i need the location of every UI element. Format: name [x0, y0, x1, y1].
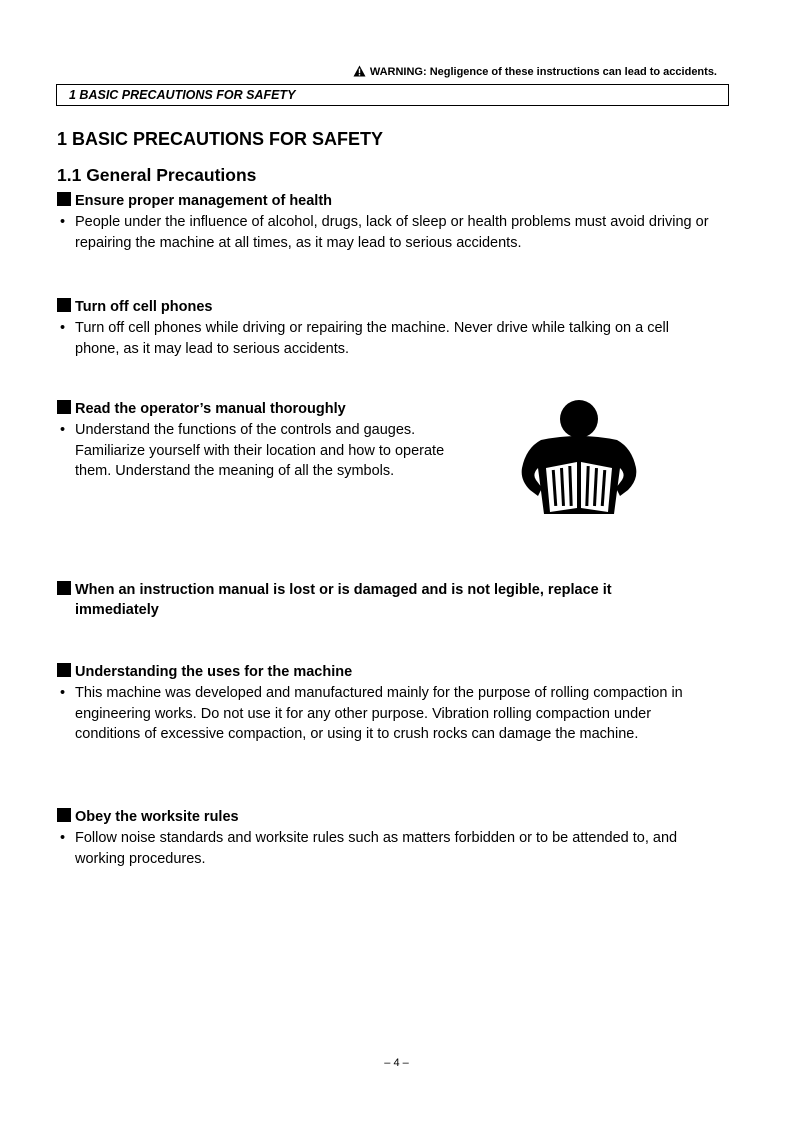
square-bullet-icon [57, 663, 71, 677]
section-heading-text: Understanding the uses for the machine [75, 664, 353, 680]
bullet-item-operators-manual [57, 420, 462, 482]
square-bullet-icon [57, 192, 71, 206]
section-heading-text: Read the operator’s manual thoroughly [75, 401, 346, 417]
bullet-dot-icon: • [60, 830, 66, 846]
section-heading-machine-uses [57, 662, 352, 682]
bullet-text: This machine was developed and manufactured mainly for the purpose of rolling compaction in engineering works. Do not use it for any other purpose. Vibration rolling compaction under conditions of excessive compaction, or using it to crush rocks can damage the machine. [75, 685, 683, 742]
square-bullet-icon [57, 400, 71, 414]
bullet-dot-icon: • [60, 320, 66, 336]
section-heading-lost-manual [57, 580, 717, 620]
bullet-dot-icon: • [60, 214, 66, 230]
bullet-item-worksite-rules [57, 828, 717, 869]
section-heading-text-continued: immediately [75, 602, 159, 618]
square-bullet-icon [57, 298, 71, 312]
bullet-dot-icon: • [60, 685, 66, 701]
person-reading-manual-icon [516, 396, 638, 514]
bullet-dot-icon: • [60, 422, 66, 438]
bullet-text: Follow noise standards and worksite rules such as matters forbidden or to be attended to, and working procedures. [75, 830, 678, 867]
section-heading-text: Obey the worksite rules [75, 809, 239, 825]
square-bullet-icon [57, 808, 71, 822]
page-number: – 4 – [384, 1057, 409, 1069]
bullet-item-cell-phones [57, 318, 717, 359]
section-heading-operators-manual [57, 399, 346, 419]
bullet-text: Understand the functions of the controls and gauges. Familiarize yourself with their location and how to operate them. Understand the meaning of all the symbols. [75, 422, 445, 479]
warning-triangle-icon [353, 65, 366, 77]
section-heading-text: Ensure proper management of health [75, 193, 333, 209]
bullet-text: People under the influence of alcohol, drugs, lack of sleep or health problems must avoid driving or repairing the machine at all times, as it may lead to serious accidents. [75, 214, 709, 251]
warning-text: WARNING: Negligence of these instructions can lead to accidents. [369, 66, 717, 78]
section-heading-text: When an instruction manual is lost or is damaged and is not legible, replace it [75, 582, 612, 598]
section-heading-cell-phones [57, 297, 212, 317]
bullet-text: Turn off cell phones while driving or repairing the machine. Never drive while talking on a cell phone, as it may lead to serious accidents. [75, 320, 669, 357]
page-subtitle: 1.1 General Precautions [57, 165, 257, 185]
bullet-item-machine-uses [57, 683, 697, 745]
bullet-item-health [57, 212, 717, 253]
section-heading-worksite-rules [57, 807, 239, 827]
section-heading-health [57, 191, 332, 211]
section-header-box: 1 BASIC PRECAUTIONS FOR SAFETY [56, 84, 729, 106]
section-heading-text: Turn off cell phones [75, 299, 213, 315]
page-title: 1 BASIC PRECAUTIONS FOR SAFETY [57, 129, 384, 149]
warning-notice [56, 64, 717, 80]
square-bullet-icon [57, 581, 71, 595]
